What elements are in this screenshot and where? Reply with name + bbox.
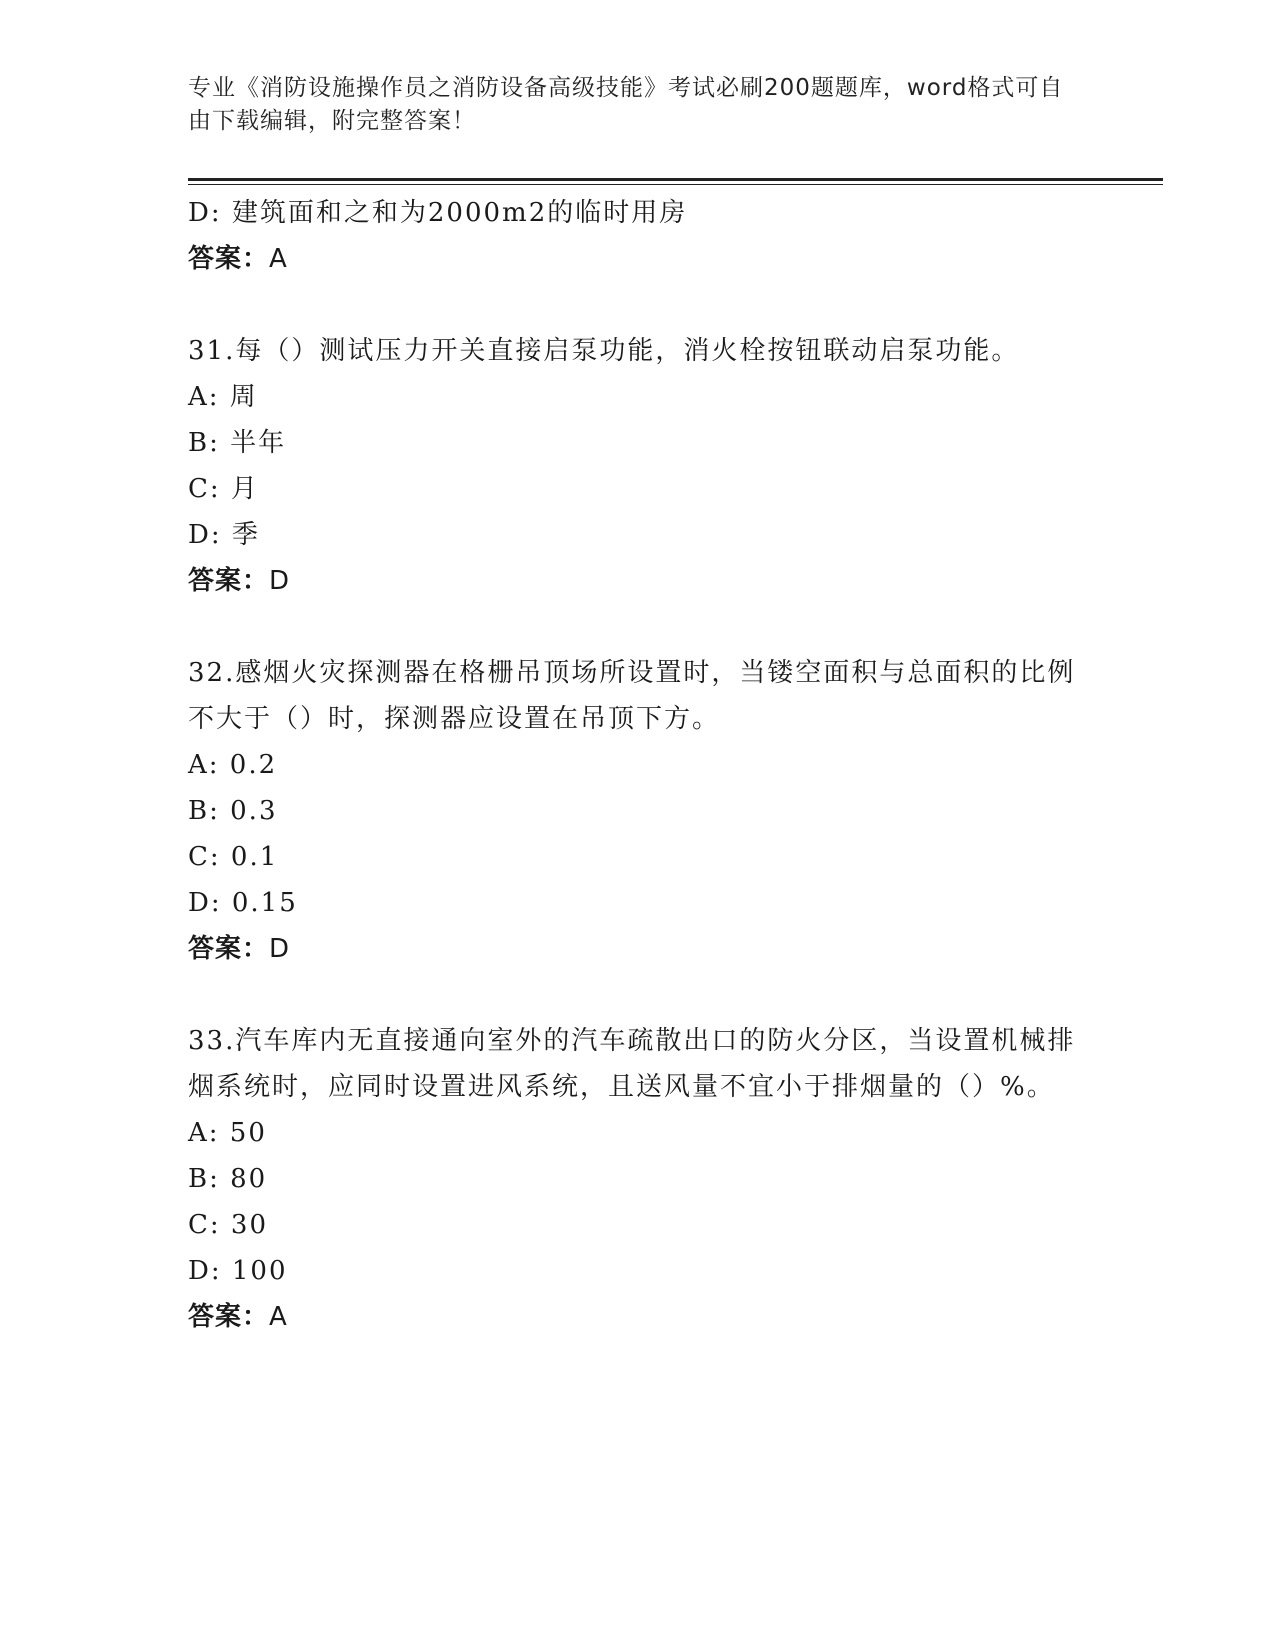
option-a: A: 0.2 [188, 750, 278, 780]
option-b: B: 0.3 [188, 796, 278, 826]
option-a: A: 50 [188, 1118, 267, 1148]
option-a: A: 周 [188, 382, 258, 412]
answer-line [188, 926, 1078, 972]
option-d: D: 100 [188, 1256, 288, 1286]
option-c: C: 0.1 [188, 842, 279, 872]
question-stem: 33.汽车库内无直接通向室外的汽车疏散出口的防火分区，当设置机械排烟系统时，应同时设置进风系统，且送风量不宜小于排烟量的（）%。 [188, 1026, 1076, 1102]
option-b: B: 半年 [188, 428, 287, 458]
answer-value: D [269, 566, 291, 596]
option-c: C: 月 [188, 474, 259, 504]
option-b: B: 80 [188, 1164, 268, 1194]
question-stem: 31.每（）测试压力开关直接启泵功能，消火栓按钮联动启泵功能。 [188, 336, 1020, 366]
answer-line [188, 1294, 1078, 1340]
question-31 [188, 328, 1078, 604]
document-header: 专业《消防设施操作员之消防设备高级技能》考试必刷200题题库，word格式可自由下载编辑，附完整答案！ [188, 75, 1064, 134]
previous-question-tail [188, 190, 1078, 282]
answer-label: 答案： [188, 934, 270, 964]
option-c: C: 30 [188, 1210, 269, 1240]
option-d: D: 0.15 [188, 888, 298, 918]
answer-value: A [269, 1302, 288, 1332]
option-d: D: 建筑面和之和为2000m2的临时用房 [188, 198, 688, 228]
question-33 [188, 1018, 1078, 1340]
question-stem: 32.感烟火灾探测器在格栅吊顶场所设置时，当镂空面积与总面积的比例不大于（）时，探测器应设置在吊顶下方。 [188, 658, 1076, 734]
answer-value: D [269, 934, 291, 964]
answer-label: 答案： [188, 244, 270, 274]
answer-value: A [269, 244, 288, 274]
question-list [188, 190, 1078, 1340]
answer-line [188, 558, 1078, 604]
header-divider-thick [188, 178, 1163, 181]
answer-label: 答案： [188, 1302, 270, 1332]
answer-line [188, 236, 1078, 282]
option-d: D: 季 [188, 520, 260, 550]
header-divider-thin [188, 184, 1163, 185]
answer-label: 答案： [188, 566, 270, 596]
question-32 [188, 650, 1078, 972]
